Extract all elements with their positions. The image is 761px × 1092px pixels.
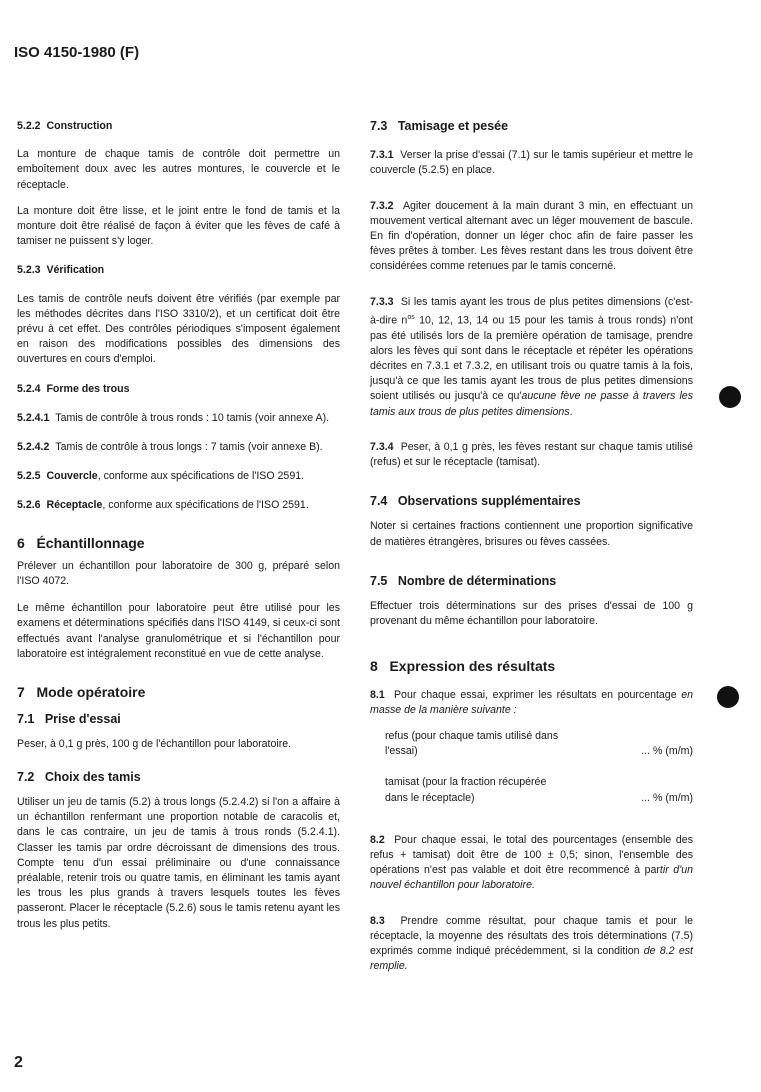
section-7-1-para-1: Peser, à 0,1 g près, 100 g de l'échantillon pour laboratoire.: [17, 738, 292, 751]
section-5-2-2-para-2: La monture doit être lisse, et le joint entre le fond de tamis et la monture doit être réalisé de façon à éviter que les fèves de café à tamiser ne puissent s'y loger.: [17, 204, 340, 248]
document-header: ISO 4150-1980 (F): [14, 44, 140, 61]
section-5-2-4-1: 5.2.4.1 Tamis de contrôle à trous ronds : 10 tamis (voir annexe A).: [17, 411, 330, 424]
section-8-1: 8.1 Pour chaque essai, exprimer les résultats en pourcentage en masse de la manière suivante :: [370, 688, 694, 716]
section-5-2-2-para-1: La monture de chaque tamis de contrôle doit permettre un emboîtement doux avec les autres montures, le couvercle et le réceptacle.: [17, 148, 340, 191]
section-6-heading: 6 Échantillonnage: [17, 534, 145, 551]
formula-tamisat: tamisat (pour la fraction récupérée dans le réceptacle) ... % (m/m): [385, 776, 693, 804]
section-7-4-heading: 7.4 Observations supplémentaires: [370, 494, 581, 509]
section-7-3-3: 7.3.3 Si les tamis ayant les trous de plus petites dimensions (c'est-à-dire $n^{os}$ 10, 12, 13, 14 ou 15 pour les tamis à trous ronds) n'ont pas été utilisés lors de la première opération de tamisage, prendre alors les fèves qui sont dans le réceptacle et répéter les opérations décrites en 7.3.1 et 7.3.2, en utilisant trois ou quatre tamis à la fois, jusqu'à ce que les tamis ayant les trous de plus petites dimensions soient utilisés ou jusqu'à ce qu'aucune fève ne passe à travers les tamis aux trous de plus petites dimensions.: [370, 295, 693, 418]
section-5-2-2-heading: 5.2.2 Construction: [17, 120, 113, 132]
punch-hole-mark-top: [719, 386, 741, 408]
section-7-4-para-1: Noter si certaines fractions contiennent une proportion significative de matières étrangères, brisures ou fèves cassées.: [370, 520, 693, 548]
section-7-3-heading: 7.3 Tamisage et pesée: [370, 119, 509, 133]
punch-hole-mark-bottom: [717, 686, 739, 708]
section-8-2: 8.2 Pour chaque essai, le total des pourcentages (ensemble des refus + tamisat) doit être de 100 ± 0,5; sinon, l'ensemble des opérations n'est pas valable et doit être recommencé à partir d'un nouvel échantillon pour laboratoire.: [370, 833, 693, 892]
section-5-2-4-heading: 5.2.4 Forme des trous: [17, 382, 130, 395]
section-5-2-3-para-1: Les tamis de contrôle neufs doivent être vérifiés (par exemple par les méthodes décrites dans l'ISO 3310/2), et un certificat doit être prévu à cet effet. Des contrôles périodiques s'imposent également en raison des modifications possibles des dimensions des ouvertures en cours d'emploi.: [17, 292, 340, 366]
left-column: [17, 119, 340, 932]
section-7-heading: 7 Mode opératoire: [17, 684, 146, 701]
section-8-heading: 8 Expression des résultats: [370, 658, 556, 675]
page-number: 2: [14, 1054, 23, 1071]
section-5-2-5: 5.2.5 Couvercle, conforme aux spécifications de l'ISO 2591.: [17, 470, 305, 483]
section-7-3-2: 7.3.2 Agiter doucement à la main durant 3 min, en effectuant un mouvement vertical alternant avec un léger mouvement de bascule. En fin d'opération, donner un léger choc afin de faire passer les fèves prêtes à tomber. Les fèves restant dans les trous doivent être considérées comme retenues par le tamis concerné.: [370, 199, 694, 273]
section-7-3-4: 7.3.4 Peser, à 0,1 g près, les fèves restant sur chaque tamis utilisé (refus) et sur le réceptacle (tamisat).: [370, 440, 694, 468]
section-7-2-heading: 7.2 Choix des tamis: [17, 769, 141, 784]
section-7-5-heading: 7.5 Nombre de déterminations: [370, 573, 557, 588]
section-7-3-1: 7.3.1 Verser la prise d'essai (7.1) sur le tamis supérieur et mettre le couvercle (5.2.5) en place.: [370, 149, 693, 177]
section-8-3: 8.3 Prendre comme résultat, pour chaque tamis et pour le réceptacle, la moyenne des résultats des trois déterminations (7.5) exprimés comme indiqué précédemment, si la condition de 8.2 est remplie.: [370, 914, 694, 973]
section-7-5-para-1: Effectuer trois déterminations sur des prises d'essai de 100 g provenant du même échantillon pour laboratoire.: [370, 600, 693, 628]
section-5-2-4-2: 5.2.4.2 Tamis de contrôle à trous longs : 7 tamis (voir annexe B).: [17, 441, 323, 454]
section-7-2-para-1: Utiliser un jeu de tamis (5.2) à trous longs (5.2.4.2) si l'on a affaire à un échantillon renfermant une proportion notable de caracolis et, dans le cas contraire, un jeu de tamis à trous ronds (5.2.4.1). Classer les tamis par ordre décroissant de dimensions des trous. Compte tenu d'un essai préliminaire ou d'une connaissance préalable, retenir trois ou quatre tamis, en éliminant les tamis ayant les trous les plus grands à travers lesquels toutes les fèves passeront. Placer le réceptacle (5.2.6) sous le tamis retenu ayant les trous les plus petits.: [17, 795, 340, 930]
section-6-para-2: Le même échantillon pour laboratoire peut être utilisé pour les examens et déterminations spécifiés dans l'ISO 4149, si ceux-ci sont effectués avant l'analyse granulométrique et si l'échantillon pour laboratoire est intégralement reconstitué en vue de cette analyse.: [17, 602, 340, 660]
right-column: [370, 119, 693, 974]
section-7-1-heading: 7.1 Prise d'essai: [17, 712, 121, 727]
section-5-2-3-heading: 5.2.3 Vérification: [17, 264, 105, 277]
section-6-para-1: Prélever un échantillon pour laboratoire de 300 g, préparé selon l'ISO 4072.: [17, 559, 340, 588]
formula-refus: refus (pour chaque tamis utilisé dans l'essai) ... % (m/m): [385, 730, 693, 758]
section-5-2-6: 5.2.6 Réceptacle, conforme aux spécifications de l'ISO 2591.: [17, 499, 309, 512]
